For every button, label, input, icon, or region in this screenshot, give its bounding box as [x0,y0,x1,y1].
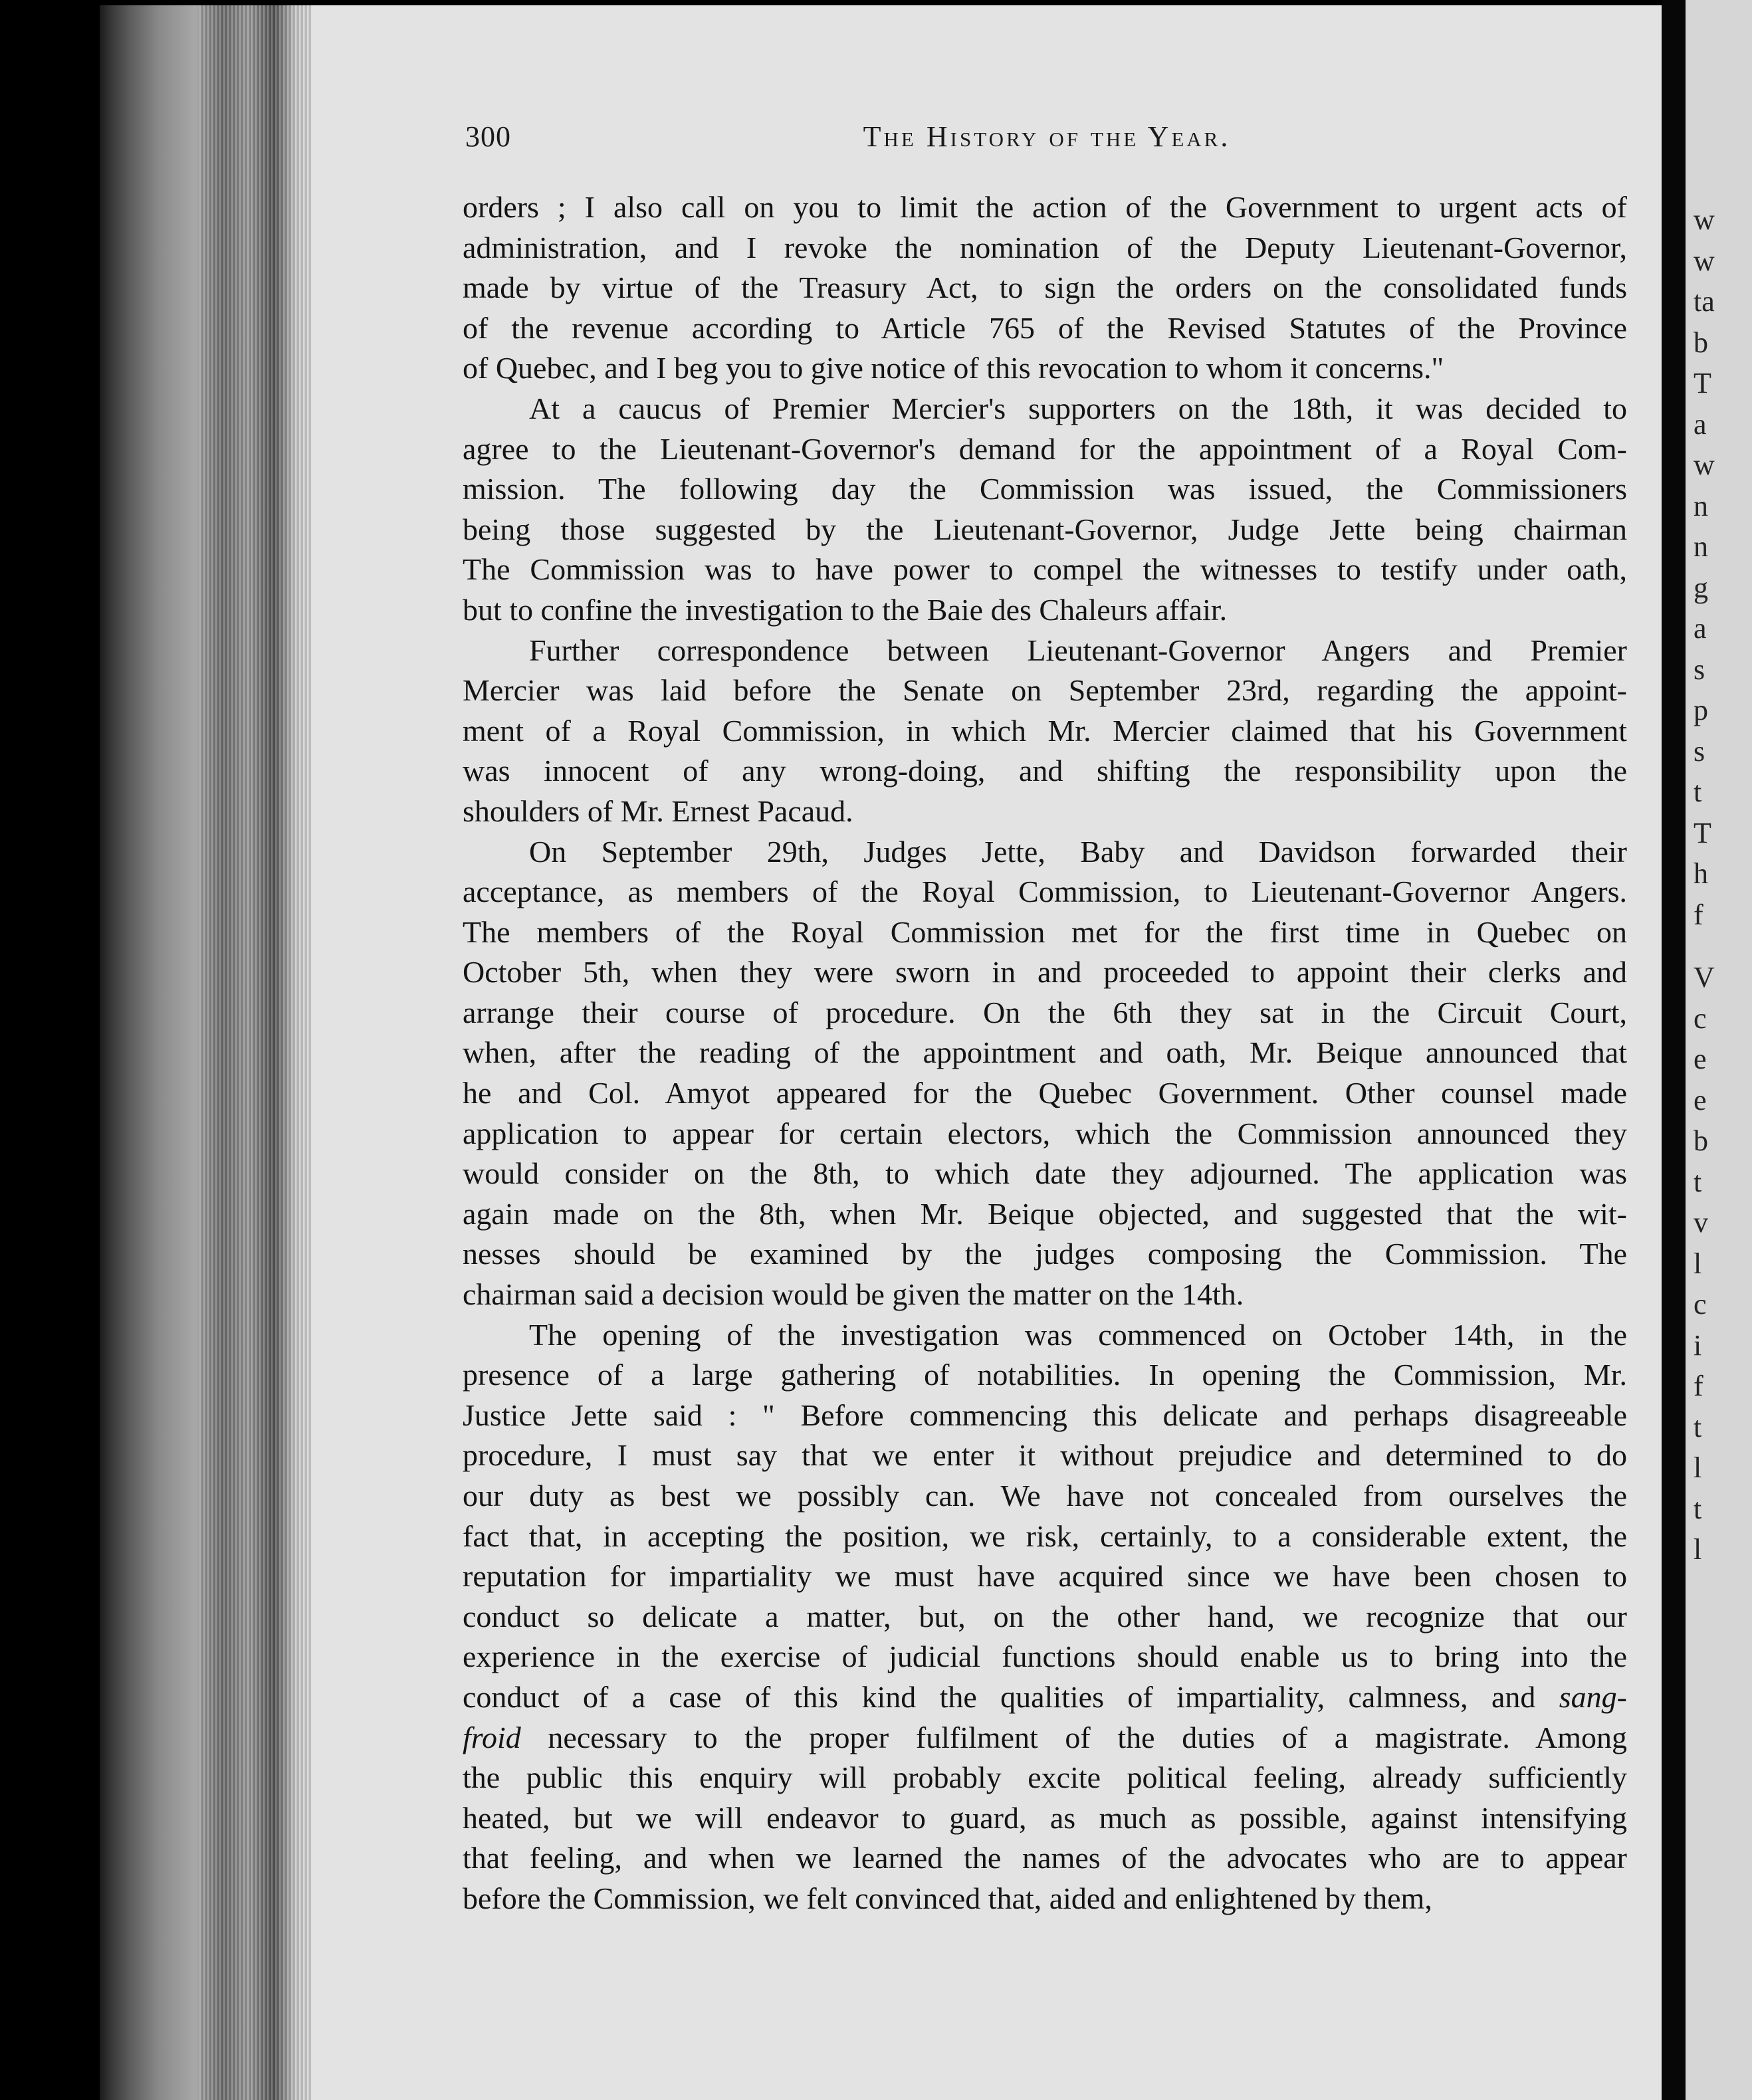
facing-page-letter: w [1694,203,1715,236]
facing-page-letter: b [1694,326,1708,359]
facing-page-letter: h [1694,857,1708,890]
text-line [463,187,1627,228]
text-line [463,1315,1627,1356]
text-line [463,268,1627,308]
text-line [463,1033,1627,1073]
text-line-content: Justice Jette said : " Before commencing this delicate and perhaps disagreeable [463,1398,1627,1432]
page-number: 300 [465,120,511,153]
text-line-content: the public this enquiry will probably excite political feeling, already sufficiently [463,1760,1627,1795]
text-line-content: administration, and I revoke the nomination of the Deputy Lieutenant-Governor, [463,230,1627,264]
text-line [463,1597,1627,1637]
text-line [463,510,1627,550]
facing-page-letter: n [1694,530,1708,563]
italic-word: froid [463,1720,521,1754]
text-line [463,1154,1627,1194]
text-line [463,832,1627,873]
facing-page-letter: s [1694,734,1705,768]
facing-page-letter: i [1694,1328,1702,1362]
text-line-content: On September 29th, Judges Jette, Baby and Davidson forwarded their [529,834,1627,869]
text-line-content: The opening of the investigation was commenced on October 14th, in the [529,1317,1627,1352]
text-line [463,1517,1627,1557]
text-line [463,1556,1627,1597]
text-line [463,1798,1627,1839]
italic-word: sang- [1559,1679,1627,1714]
text-line [463,308,1627,349]
text-line-content: procedure, I must say that we enter it without prejudice and determined to do [463,1438,1627,1473]
text-line-content: made by virtue of the Treasury Act, to sign the orders on the consolidated funds [463,270,1627,305]
binding-gutter [1662,0,1686,2100]
text-line [463,711,1627,752]
text-line-content: of the revenue according to Article 765 of the Revised Statutes of the Province [463,310,1627,345]
facing-page-letter: e [1694,1043,1707,1075]
facing-page-letter: l [1694,1451,1702,1484]
running-head [465,120,1628,173]
facing-page-letters-top [1686,199,1752,935]
facing-page-letter: l [1694,1533,1702,1566]
text-line-content: Mercier was laid before the Senate on September 23rd, regarding the appoint- [463,673,1627,708]
text-line [463,1637,1627,1677]
text-line [463,228,1627,268]
text-line [463,1275,1627,1315]
text-line-content: our duty as best we possibly can. We have not concealed from ourselves the [463,1479,1627,1513]
text-line-content: but to confine the investigation to the Baie des Chaleurs affair. [463,592,1228,627]
text-line [463,1718,1627,1758]
text-line [463,952,1627,993]
facing-page-edge [1686,0,1752,2100]
facing-page-letter: T [1694,367,1711,399]
facing-page-letter: V [1694,961,1715,994]
text-line [463,1677,1627,1718]
text-line [463,1355,1627,1396]
text-line-content: The members of the Royal Commission met for the first time in Quebec on [463,914,1627,949]
facing-page-letter: T [1694,816,1711,849]
body-text [463,187,1627,1919]
text-line-content: he and Col. Amyot appeared for the Quebec Government. Other counsel made [463,1076,1627,1110]
facing-page-letter: n [1694,489,1708,522]
text-line-content: that feeling, and when we learned the names of the advocates who are to appear [463,1841,1627,1875]
text-line [463,1194,1627,1235]
text-line [463,469,1627,510]
text-line-content: At a caucus of Premier Mercier's supporters on the 18th, it was decided to [529,391,1627,425]
text-line-content: experience in the exercise of judicial functions should enable us to bring into the [463,1639,1627,1674]
text-line-content: shoulders of Mr. Ernest Pacaud. [463,793,853,828]
text-line-content: conduct of a case of this kind the qualities of impartiality, calmness, and [463,1679,1536,1714]
text-line [463,791,1627,832]
text-line [463,671,1627,711]
text-line-content: arrange their course of procedure. On the 6th they sat in the Circuit Court, [463,995,1627,1029]
text-line [463,389,1627,429]
text-line [463,1435,1627,1476]
text-line-content: reputation for impartiality we must have acquired since we have been chosen to [463,1559,1627,1594]
text-line [463,348,1627,389]
text-line-content: orders ; I also call on you to limit the action of the Government to urgent acts of [463,190,1627,224]
facing-page-letter: w [1694,244,1715,277]
text-line [463,1396,1627,1436]
facing-page-letter: t [1694,776,1702,808]
facing-page-letter: c [1694,1288,1707,1320]
text-line-content: mission. The following day the Commission was issued, the Commissioners [463,472,1627,506]
facing-page-letter: e [1694,1083,1707,1116]
text-line [463,1234,1627,1275]
facing-page-letter: b [1694,1124,1708,1157]
facing-page-letters-bottom [1686,957,1752,1570]
text-line-content: The Commission was to have power to compel the witnesses to testify under oath, [463,552,1627,587]
text-line [463,872,1627,912]
text-line-content: again made on the 8th, when Mr. Beique objected, and suggested that the wit- [463,1196,1627,1231]
facing-page-letter: t [1694,1492,1702,1525]
text-line [463,631,1627,671]
facing-page-letter: w [1694,449,1715,481]
page-header-title: The History of the Year. [863,120,1231,153]
text-line [463,429,1627,470]
text-line [463,590,1627,631]
text-line [463,993,1627,1033]
text-line-content: being those suggested by the Lieutenant-Governor, Judge Jette being chairman [463,512,1627,546]
text-line [463,550,1627,590]
text-line-content: heated, but we will endeavor to guard, as much as possible, against intensifying [463,1800,1627,1835]
text-line-content: acceptance, as members of the Royal Commission, to Lieutenant-Governor Angers. [463,875,1627,909]
page-stack-lines [199,5,312,2100]
text-line-content: presence of a large gathering of notabilities. In opening the Commission, Mr. [463,1358,1627,1392]
text-line-content: nesses should be examined by the judges composing the Commission. The [463,1237,1627,1271]
text-line [463,1073,1627,1114]
facing-page-letter: a [1694,407,1707,441]
facing-page-letter: t [1694,1165,1702,1198]
text-line-content: agree to the Lieutenant-Governor's demand for the appointment of a Royal Com- [463,431,1627,466]
facing-page-letter: f [1694,898,1703,931]
text-line-content: before the Commission, we felt convinced that, aided and enlightened by them, [463,1881,1432,1915]
facing-page-letter: g [1694,571,1708,604]
facing-page-letter: f [1694,1370,1703,1402]
text-line [463,751,1627,791]
text-line [463,1758,1627,1798]
text-line [463,1879,1627,1919]
facing-page-letter: p [1694,694,1708,726]
facing-page-letter: t [1694,1410,1702,1443]
text-line-content: conduct so delicate a matter, but, on the other hand, we recognize that our [463,1599,1627,1633]
facing-page-letter: c [1694,1001,1707,1035]
text-line-content: of Quebec, and I beg you to give notice of this revocation to whom it concerns." [463,351,1444,385]
text-line-content: when, after the reading of the appointment and oath, Mr. Beique announced that [463,1035,1627,1070]
text-line [463,1838,1627,1879]
text-line-content: was innocent of any wrong-doing, and shifting the responsibility upon the [463,754,1627,788]
facing-page-letter: s [1694,653,1705,686]
text-line-content: application to appear for certain electors, which the Commission announced they [463,1116,1627,1150]
text-line-content: fact that, in accepting the position, we risk, certainly, to a considerable extent, the [463,1519,1627,1553]
facing-page-letter: ta [1694,285,1715,318]
text-line-content: necessary to the proper fulfilment of the duties of a magistrate. Among [548,1720,1627,1754]
text-line [463,1476,1627,1517]
text-line-content: Further correspondence between Lieutenant-Governor Angers and Premier [529,633,1627,667]
facing-page-letter: a [1694,612,1707,645]
facing-page-letter: v [1694,1206,1708,1239]
text-line-content: chairman said a decision would be given the matter on the 14th. [463,1277,1244,1312]
text-line [463,1114,1627,1154]
text-line-content: would consider on the 8th, to which date they adjourned. The application was [463,1156,1627,1191]
text-line-content: October 5th, when they were sworn in and proceeded to appoint their clerks and [463,955,1627,990]
facing-page-letter: l [1694,1247,1702,1280]
text-line-content: ment of a Royal Commission, in which Mr. Mercier claimed that his Government [463,713,1627,748]
text-line [463,912,1627,953]
